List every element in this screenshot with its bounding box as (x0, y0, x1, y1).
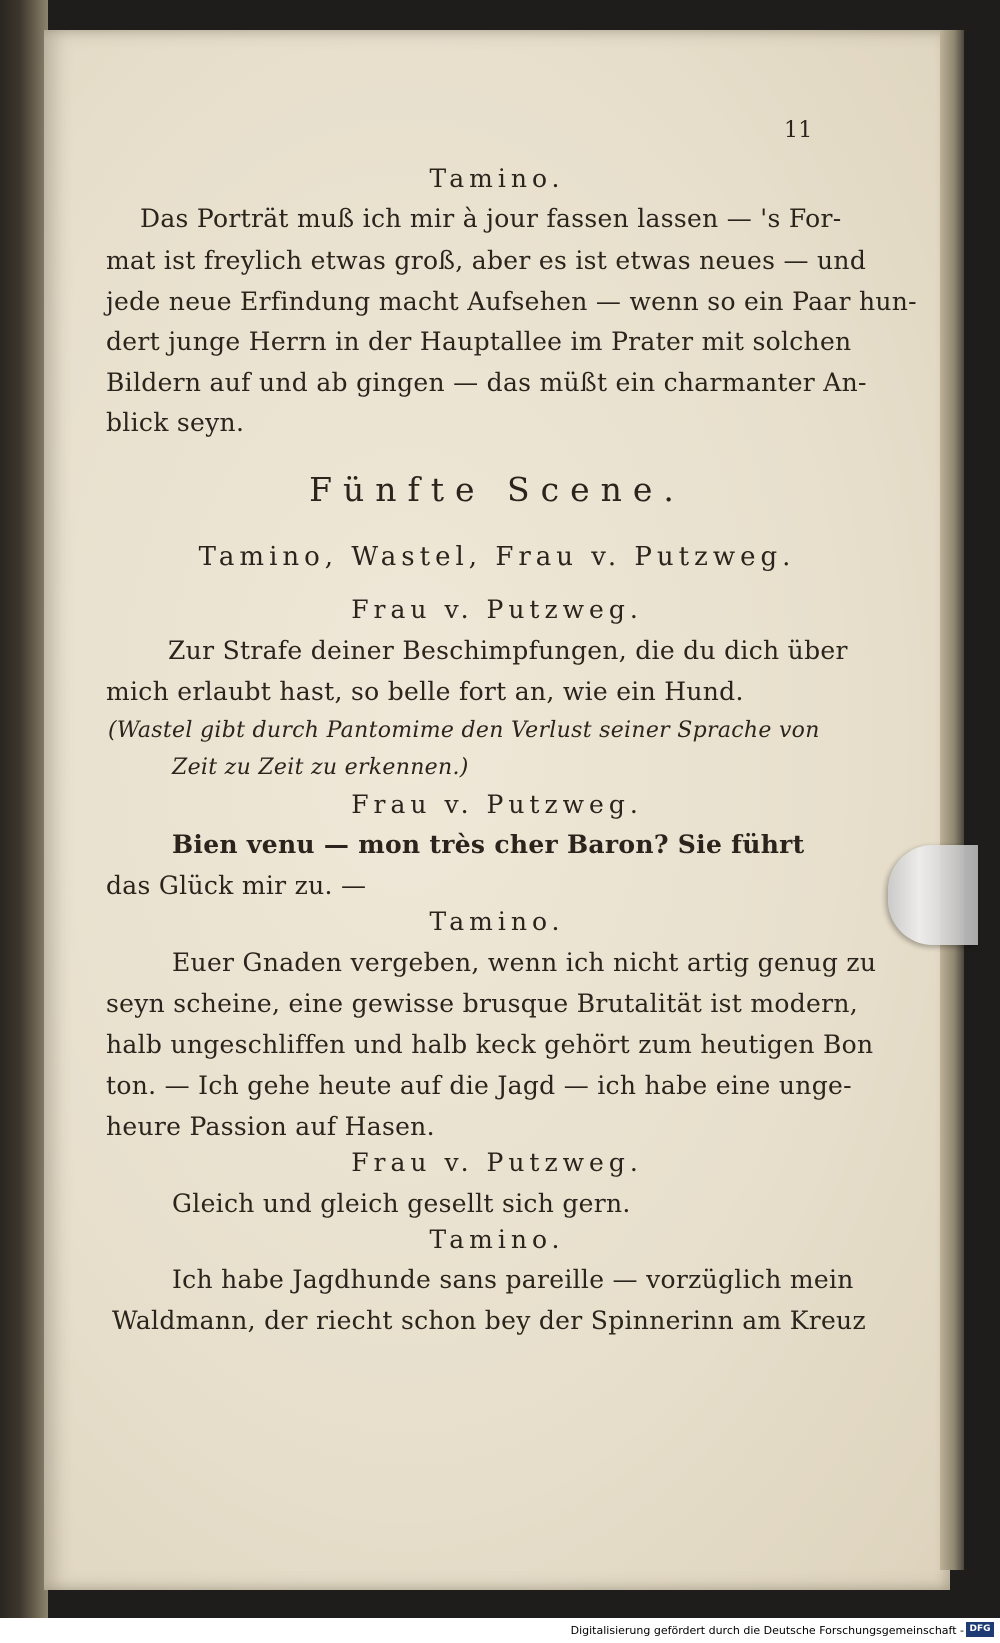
dfg-logo: DFG (966, 1622, 994, 1637)
text-line: mich erlaubt hast, so belle fort an, wie ein Hund. (106, 677, 744, 706)
speaker-frau-putzweg: Frau v. Putzweg. (351, 595, 643, 624)
text-line: Bildern auf und ab gingen — das müßt ein charmanter An- (106, 368, 867, 397)
speaker-frau-putzweg: Frau v. Putzweg. (351, 1148, 643, 1177)
text-line: Waldmann, der riecht schon bey der Spinnerinn am Kreuz (112, 1306, 866, 1335)
text-line: das Glück mir zu. — (106, 871, 367, 900)
text-line: seyn scheine, eine gewisse brusque Brutalität ist modern, (106, 989, 859, 1018)
text-line: jede neue Erfindung macht Aufsehen — wenn so ein Paar hun- (106, 287, 917, 316)
scene-cast: Tamino, Wastel, Frau v. Putzweg. (198, 542, 796, 572)
text-line: blick seyn. (106, 408, 245, 437)
page-number: 11 (784, 118, 813, 143)
text-line: ton. — Ich gehe heute auf die Jagd — ich habe eine unge- (106, 1071, 852, 1100)
text-line: Bien venu — mon très cher Baron? Sie führt (172, 830, 805, 859)
text-line: Das Porträt muß ich mir à jour fassen lassen — 's For- (140, 204, 842, 233)
text-line: dert junge Herrn in der Hauptallee im Prater mit solchen (106, 327, 852, 356)
text-line: Ich habe Jagdhunde sans pareille — vorzüglich mein (172, 1265, 854, 1294)
text-line: halb ungeschliffen und halb keck gehört zum heutigen Bon (106, 1030, 874, 1059)
book-binding-edge (0, 0, 48, 1643)
text-line: Euer Gnaden vergeben, wenn ich nicht artig genug zu (172, 948, 877, 977)
stage-direction: Zeit zu Zeit zu erkennen.) (172, 755, 469, 780)
text-line: Gleich und gleich gesellt sich gern. (172, 1189, 631, 1218)
scene-heading: Fünfte Scene. (309, 470, 685, 509)
digitization-credit: Digitalisierung gefördert durch die Deutsche Forschungsgemeinschaft - (570, 1624, 964, 1637)
text-line: Zur Strafe deiner Beschimpfungen, die du dich über (168, 636, 848, 665)
text-line: mat ist freylich etwas groß, aber es ist etwas neues — und (106, 246, 867, 275)
speaker-tamino: Tamino. (429, 907, 565, 936)
speaker-frau-putzweg: Frau v. Putzweg. (351, 790, 643, 819)
stage-direction: (Wastel gibt durch Pantomime den Verlust seiner Sprache von (108, 718, 820, 743)
text-line: heure Passion auf Hasen. (106, 1112, 435, 1141)
speaker-tamino: Tamino. (429, 1225, 565, 1254)
speaker-tamino: Tamino. (429, 164, 565, 193)
